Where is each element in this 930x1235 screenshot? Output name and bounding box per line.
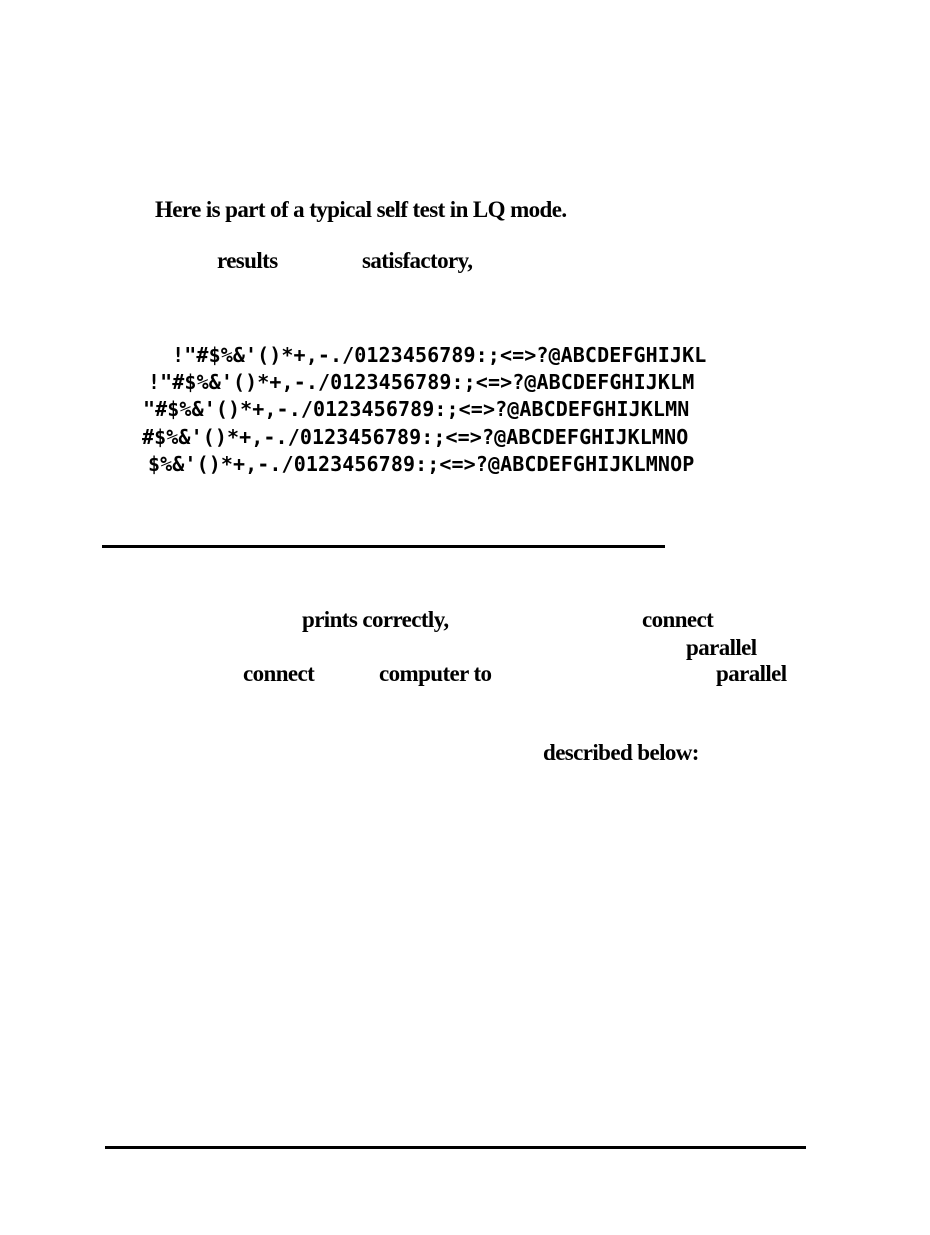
fragment-satisfactory: satisfactory, bbox=[362, 248, 473, 273]
fragment-parallel-2: parallel bbox=[716, 661, 787, 686]
fragment-prints-correctly: prints correctly, bbox=[302, 607, 449, 632]
sample-line-3: "#$%&'()*+,-./0123456789:;<=>?@ABCDEFGHIJKLMN bbox=[143, 397, 690, 421]
fragment-described-below: described below: bbox=[543, 740, 699, 765]
sample-line-4: #$%&'()*+,-./0123456789:;<=>?@ABCDEFGHIJKLMNO bbox=[142, 425, 689, 449]
sample-line-5: $%&'()*+,-./0123456789:;<=>?@ABCDEFGHIJKLMNOP bbox=[148, 452, 695, 476]
fragment-results: results bbox=[217, 248, 278, 273]
fragment-parallel-1: parallel bbox=[686, 635, 757, 660]
fragment-connect-2: connect bbox=[243, 661, 315, 686]
page-footer-rule bbox=[105, 1146, 806, 1149]
intro-sentence: Here is part of a typical self test in LQ mode. bbox=[155, 197, 567, 222]
sample-line-1: !"#$%&'()*+,-./0123456789:;<=>?@ABCDEFGHIJKL bbox=[160, 343, 707, 367]
self-test-sample bbox=[140, 341, 852, 481]
section-divider bbox=[102, 545, 665, 548]
fragment-connect-1: connect bbox=[642, 607, 714, 632]
sample-line-2: !"#$%&'()*+,-./0123456789:;<=>?@ABCDEFGHIJKLM bbox=[148, 370, 695, 394]
fragment-computer-to: computer to bbox=[379, 661, 492, 686]
